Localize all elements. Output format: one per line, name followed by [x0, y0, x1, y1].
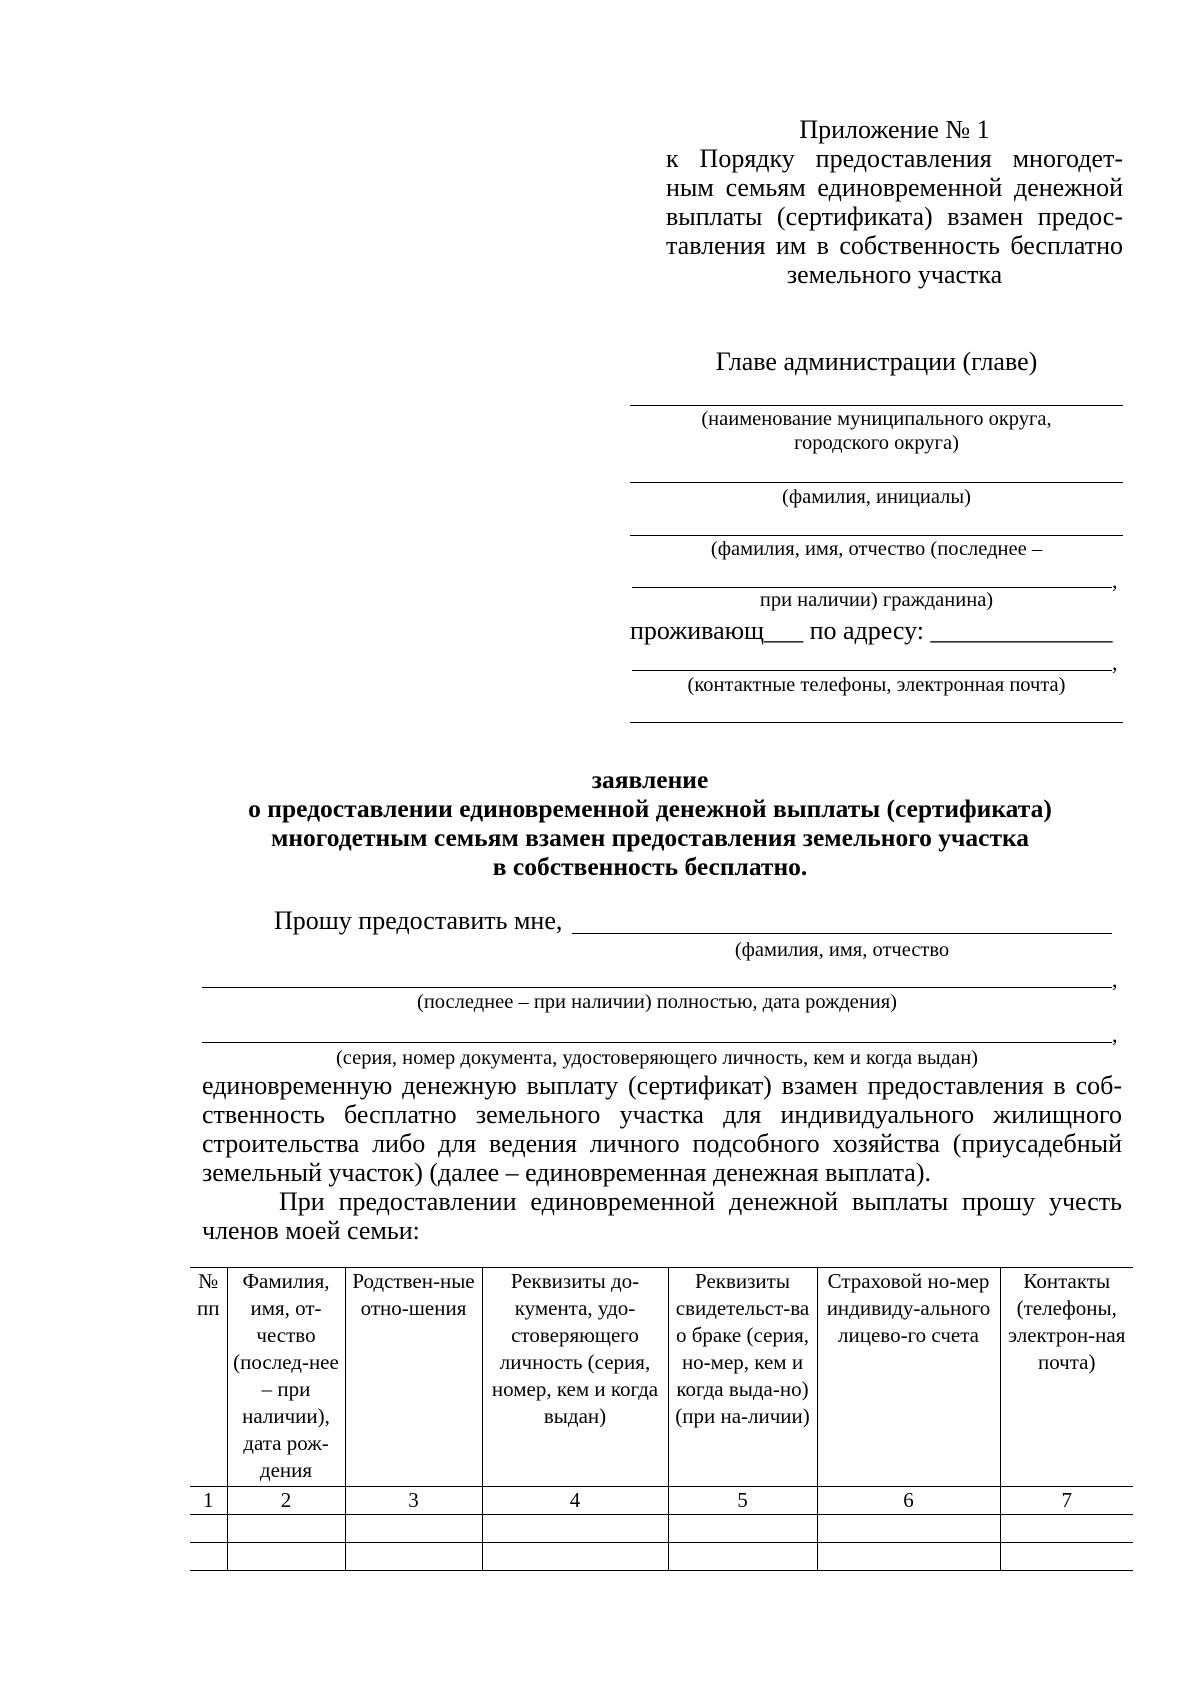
table-row[interactable] — [190, 1543, 1133, 1571]
column-header: Страховой но-мер индивиду-ального лицево-го счета — [817, 1268, 1000, 1487]
statement-title — [180, 765, 1120, 881]
body-line: членов моей семьи: — [202, 1216, 420, 1245]
table-cell[interactable] — [817, 1543, 1000, 1571]
appendix-line: тавления им в собственность бесплатно — [666, 231, 1123, 260]
document-line[interactable] — [202, 1042, 1112, 1043]
column-header: № пп — [190, 1268, 227, 1487]
column-number: 2 — [227, 1487, 345, 1515]
column-number: 4 — [482, 1487, 668, 1515]
table-cell[interactable] — [345, 1543, 482, 1571]
table-number-row — [190, 1487, 1133, 1515]
appendix-line: земельного участка — [786, 260, 1003, 289]
body-line: единовременную денежную выплату (сертификат) взамен предоставления в соб- — [202, 1071, 1122, 1100]
title-line: о предоставлении единовременной денежной выплаты (сертификата) — [248, 794, 1052, 823]
statement-body — [202, 1071, 1122, 1245]
caption-request-fio: (фамилия, имя, отчество — [734, 939, 950, 961]
table-cell[interactable] — [190, 1515, 227, 1543]
contacts-line[interactable] — [630, 722, 1123, 723]
body-line: строительства либо для ведения личного подсобного хозяйства (приусадебный — [202, 1129, 1122, 1158]
appendix-line: выплаты (сертификата) взамен предос- — [666, 202, 1123, 231]
body-line: При предоставлении единовременной денежной выплаты прошу учесть — [279, 1187, 1122, 1216]
title-line: в собственность бесплатно. — [492, 852, 808, 881]
comma: , — [1112, 568, 1118, 593]
caption-contacts: (контактные телефоны, электронная почта) — [687, 674, 1066, 696]
request-fio-line-2[interactable] — [202, 987, 1112, 988]
body-line: земельный участок) (далее – единовременная денежная выплата). — [202, 1158, 931, 1187]
address-line-2[interactable] — [632, 670, 1112, 671]
table-row[interactable] — [190, 1515, 1133, 1543]
comma: , — [1112, 967, 1118, 992]
column-header: Контакты (телефоны, электрон-ная почта) — [1000, 1268, 1133, 1487]
title-line: многодетным семьям взамен предоставления земельного участка — [270, 823, 1030, 852]
appendix-note — [666, 115, 1123, 289]
table-cell[interactable] — [227, 1515, 345, 1543]
municipality-line[interactable] — [630, 405, 1123, 406]
table-cell[interactable] — [227, 1543, 345, 1571]
caption-surname: (фамилия, инициалы) — [782, 486, 971, 508]
table-cell[interactable] — [1000, 1515, 1133, 1543]
appendix-number: Приложение № 1 — [799, 115, 990, 144]
family-members-table — [190, 1267, 1133, 1571]
caption-municipality-2: городского округа) — [794, 432, 959, 454]
column-header: Фамилия, имя, от-чество (послед-нее – при наличии), дата рож-дения — [227, 1268, 345, 1487]
body-line: ственность бесплатно земельного участка для индивидуального жилищного — [202, 1100, 1122, 1129]
table-cell[interactable] — [345, 1515, 482, 1543]
column-number: 7 — [1000, 1487, 1133, 1515]
caption-fio-full: (последнее – при наличии) полностью, дата рождения) — [417, 991, 897, 1013]
column-header: Родствен-ные отно-шения — [345, 1268, 482, 1487]
table-header-row — [190, 1268, 1133, 1487]
address-label: проживающ___ по адресу: ______________ — [630, 616, 1113, 645]
caption-document: (серия, номер документа, удостоверяющего личность, кем и когда выдан) — [335, 1047, 978, 1069]
caption-fio-2: при наличии) гражданина) — [759, 589, 994, 611]
column-number: 3 — [345, 1487, 482, 1515]
table-cell[interactable] — [817, 1515, 1000, 1543]
table-cell[interactable] — [482, 1543, 668, 1571]
comma: , — [1112, 650, 1118, 675]
column-number: 5 — [668, 1487, 817, 1515]
column-header: Реквизиты свидетельст-ва о браке (серия, но-мер, кем и когда выда-но) (при на-личии) — [668, 1268, 817, 1487]
appendix-line: к Порядку предоставления многодет- — [666, 144, 1123, 173]
request-fio-line[interactable] — [572, 933, 1112, 934]
title-line: заявление — [591, 765, 709, 794]
request-label: Прошу предоставить мне, — [274, 906, 563, 935]
caption-municipality-1: (наименование муниципального округа, — [701, 408, 1052, 430]
table-cell[interactable] — [1000, 1543, 1133, 1571]
table-cell[interactable] — [482, 1515, 668, 1543]
head-surname-line[interactable] — [630, 482, 1123, 483]
table-cell[interactable] — [668, 1543, 817, 1571]
column-number: 6 — [817, 1487, 1000, 1515]
appendix-line: ным семьям единовременной денежной — [666, 173, 1123, 202]
table-cell[interactable] — [668, 1515, 817, 1543]
column-header: Реквизиты до-кумента, удо-стоверяющего личность (серия, номер, кем и когда выдан) — [482, 1268, 668, 1487]
applicant-fio-line[interactable] — [630, 535, 1123, 536]
column-number: 1 — [190, 1487, 227, 1515]
caption-fio-1: (фамилия, имя, отчество (последнее – — [710, 538, 1043, 560]
comma: , — [1112, 1022, 1118, 1047]
table-cell[interactable] — [190, 1543, 227, 1571]
addressee-head-title: Главе администрации (главе) — [715, 347, 1038, 376]
